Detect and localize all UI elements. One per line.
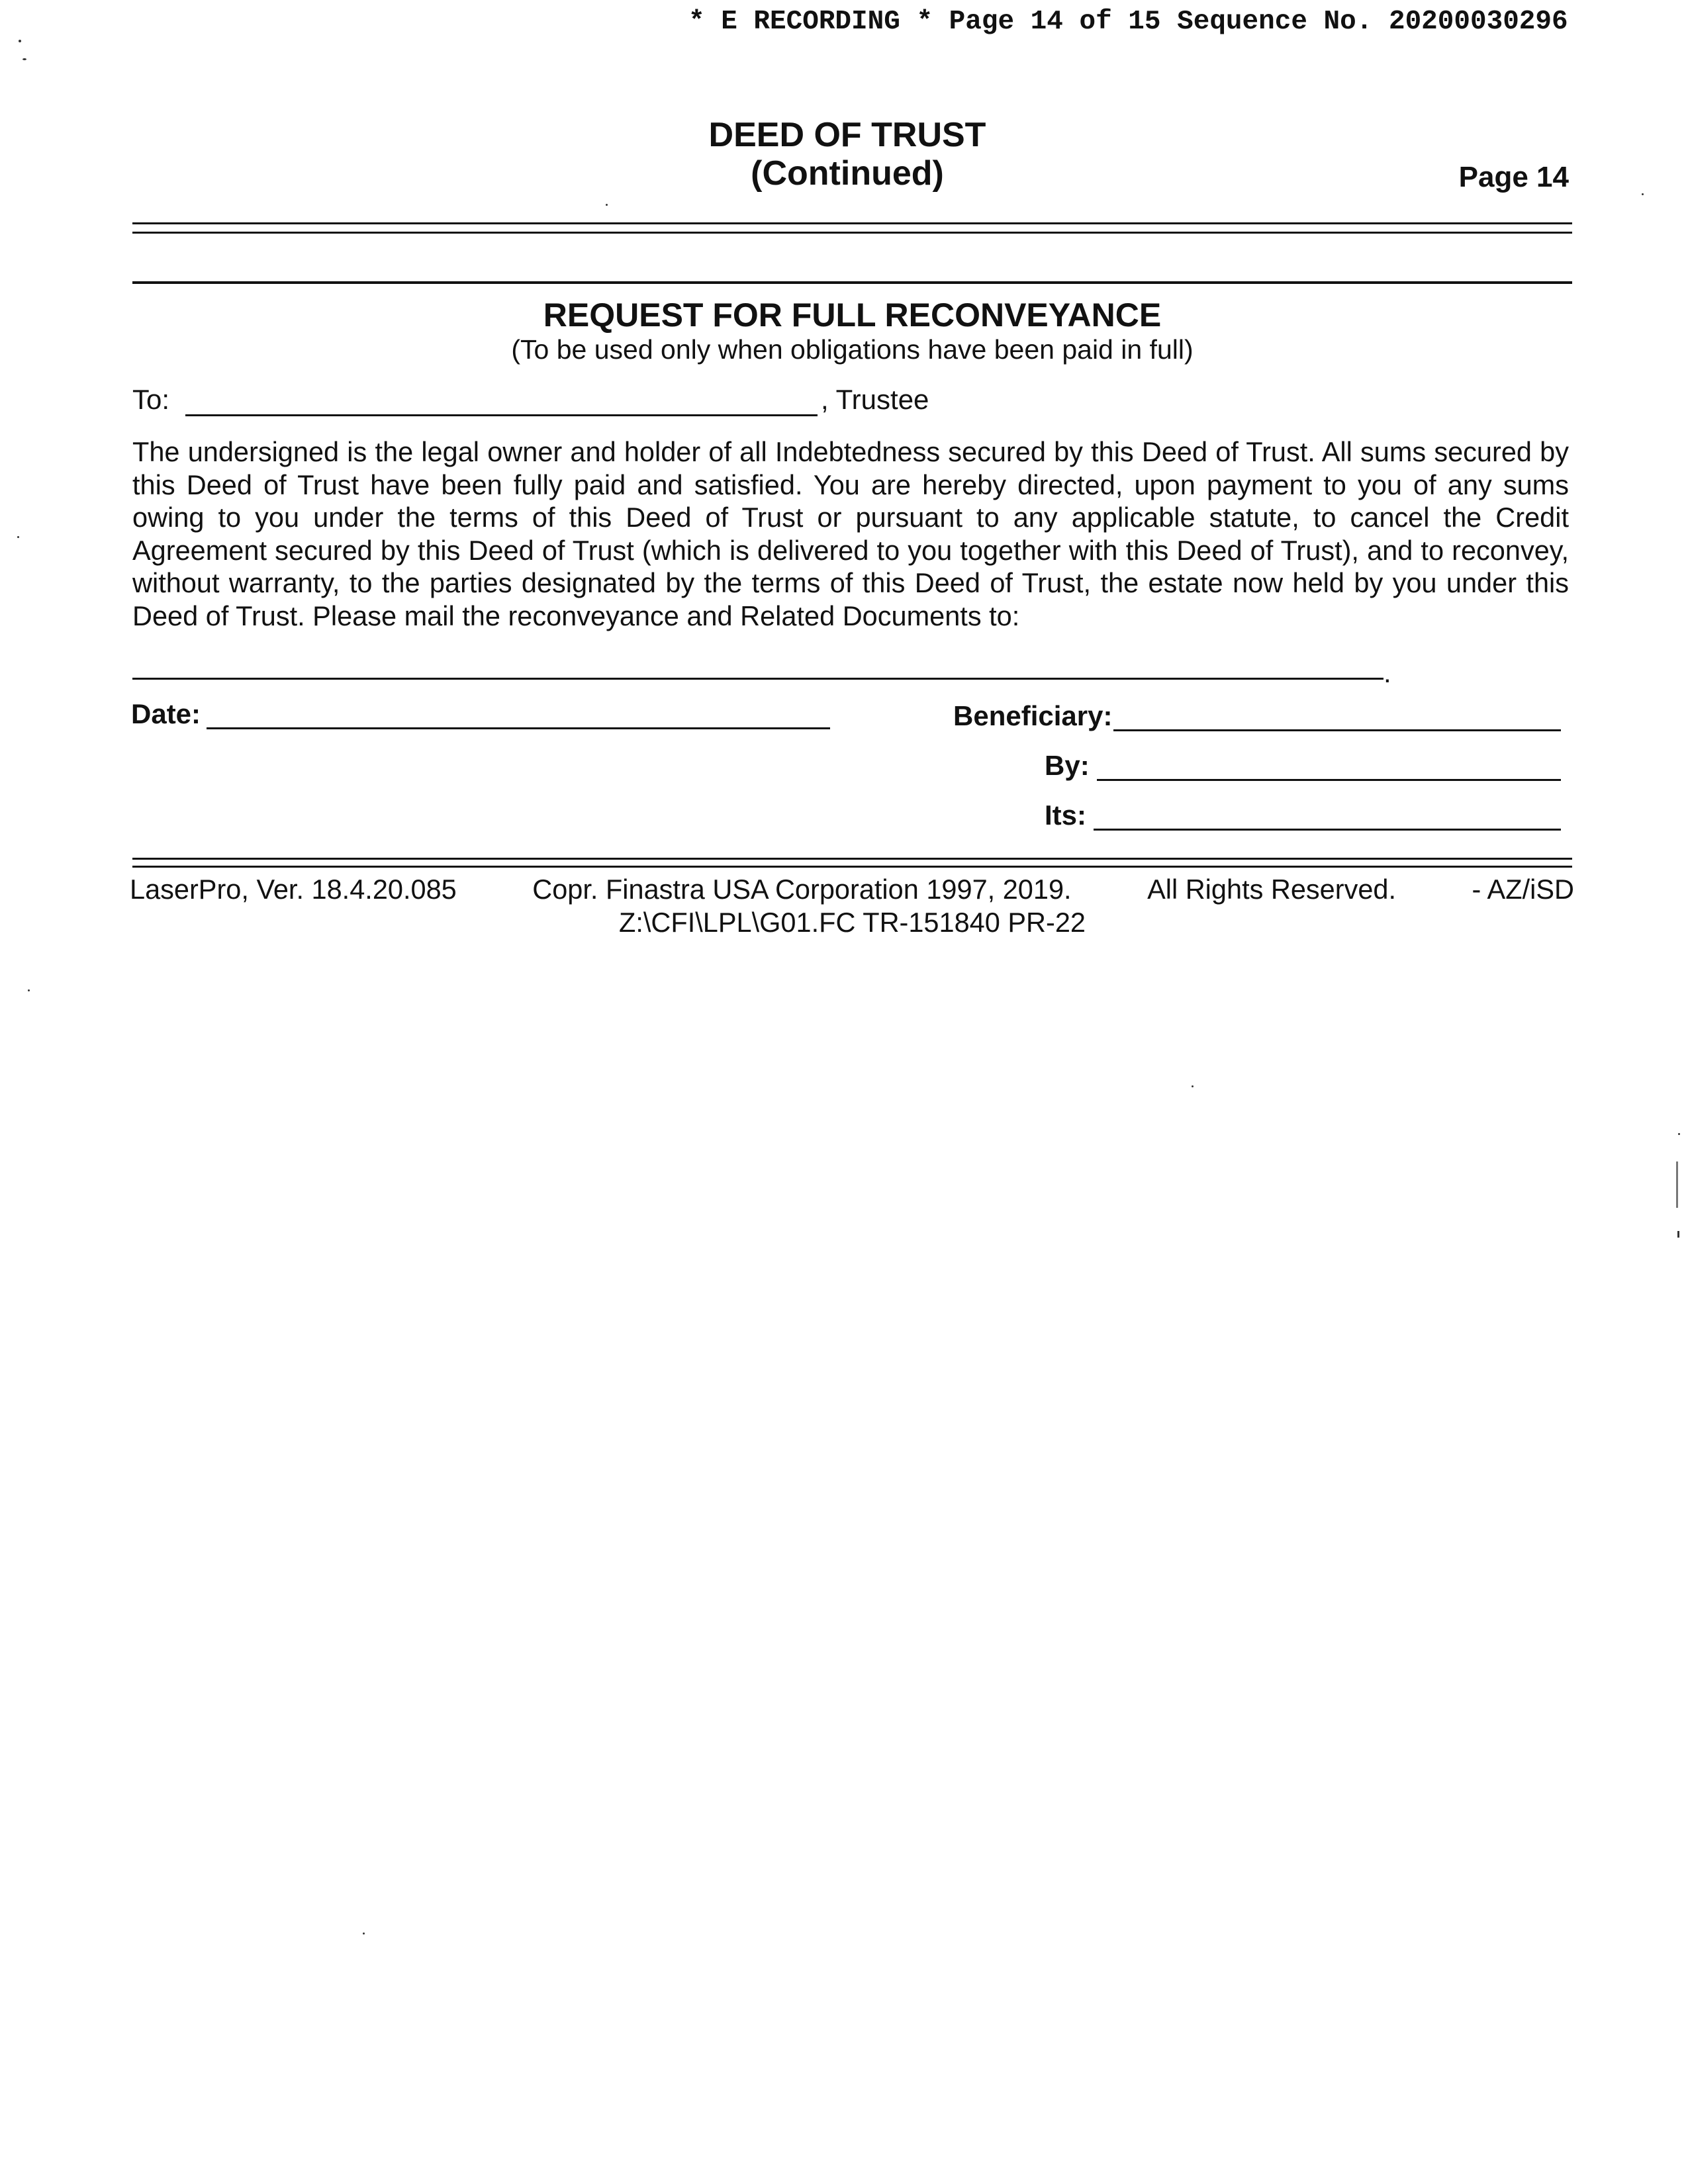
- section-subtitle: (To be used only when obligations have been paid in full): [511, 334, 1194, 365]
- scan-speck: [1678, 1133, 1680, 1135]
- date-field[interactable]: [207, 727, 830, 729]
- trustee-suffix: , Trustee: [821, 384, 929, 415]
- by-label: By:: [1045, 750, 1090, 781]
- to-label: To:: [132, 384, 170, 415]
- by-signature-field[interactable]: [1097, 779, 1561, 781]
- scan-speck: [19, 40, 21, 42]
- scan-speck: [606, 204, 608, 206]
- footer-state-code: - AZ/iSD: [1472, 874, 1574, 905]
- scan-speck: [23, 58, 26, 60]
- footer-rule-bottom: [132, 866, 1572, 868]
- footer-rights: All Rights Reserved.: [1147, 874, 1397, 905]
- header-rule-bottom: [132, 232, 1572, 234]
- date-label: Date:: [131, 698, 201, 729]
- scan-speck: [1642, 193, 1644, 195]
- document-subtitle: (Continued): [751, 154, 944, 193]
- scan-speck: [28, 989, 30, 991]
- scan-edge-mark: [1676, 1161, 1678, 1208]
- page-number-label: Page 14: [1458, 161, 1569, 193]
- section-rule: [132, 281, 1572, 284]
- recording-stamp: * E RECORDING * Page 14 of 15 Sequence No. 20200030296: [688, 7, 1568, 37]
- beneficiary-label: Beneficiary:: [953, 700, 1113, 731]
- its-label: Its:: [1045, 799, 1086, 831]
- footer-rule-top: [132, 858, 1572, 860]
- footer-file-reference: Z:\CFI\LPL\G01.FC TR-151840 PR-22: [618, 907, 1086, 938]
- scan-speck: [17, 536, 19, 538]
- scan-speck: [1192, 1085, 1194, 1087]
- section-title: REQUEST FOR FULL RECONVEYANCE: [543, 296, 1162, 334]
- mail-to-terminator: .: [1383, 657, 1391, 688]
- reconveyance-body-text: The undersigned is the legal owner and holder of all Indebtedness secured by this Deed of Trust. All sums secured by this Deed of Trust have been fully paid and satisfied. You are hereby directed, upon payment to you of any sums owing to you under the terms of this Deed of Trust or pursuant to any applicable statute, to cancel the Credit Agreement secured by this Deed of Trust (which is delivered to you together with this Deed of Trust), and to reconvey, without warranty, to the parties designated by the terms of this Deed of Trust, the estate now held by you under this Deed of Trust. Please mail the reconveyance and Related Documents to:: [132, 436, 1569, 631]
- beneficiary-field[interactable]: [1113, 729, 1561, 731]
- footer-software-version: LaserPro, Ver. 18.4.20.085: [130, 874, 457, 905]
- trustee-name-field[interactable]: [185, 414, 818, 416]
- document-title: DEED OF TRUST: [708, 116, 986, 154]
- footer-copyright: Copr. Finastra USA Corporation 1997, 2019.: [532, 874, 1072, 905]
- mail-to-address-field[interactable]: [132, 678, 1383, 680]
- scan-speck: [363, 1933, 365, 1934]
- header-rule-top: [132, 222, 1572, 224]
- footer-line-1: [130, 874, 1574, 905]
- its-title-field[interactable]: [1094, 829, 1561, 831]
- scan-speck: [1677, 1231, 1679, 1238]
